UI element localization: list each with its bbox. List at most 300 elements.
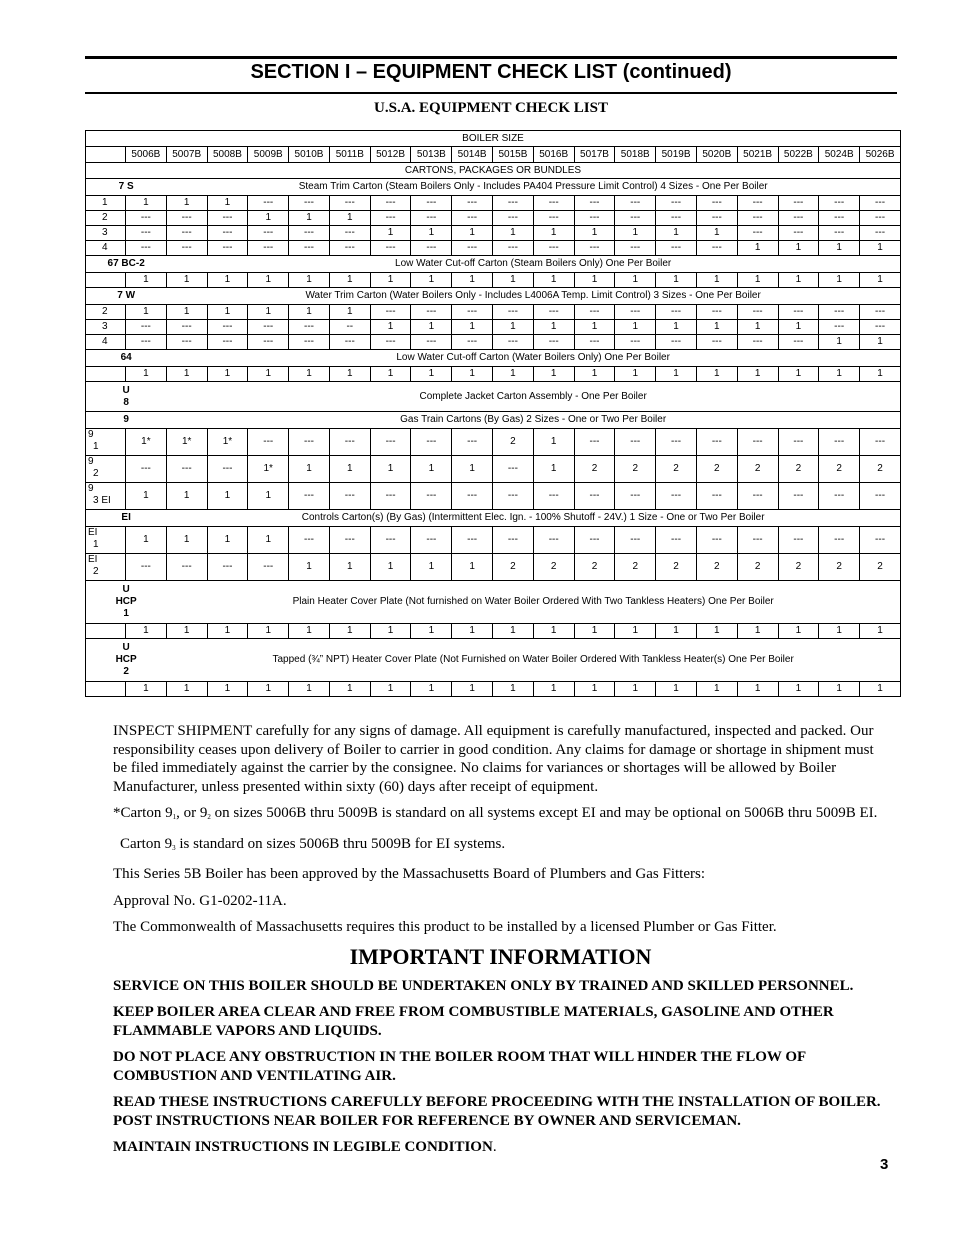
table-cell: 1 <box>696 682 737 697</box>
table-cell: 1* <box>166 429 207 456</box>
table-row <box>86 527 901 554</box>
table-cell: 1 <box>860 624 901 639</box>
table-cell: --- <box>452 527 493 554</box>
table-cell: --- <box>452 483 493 510</box>
table-cell: --- <box>329 429 370 456</box>
table-cell: --- <box>370 527 411 554</box>
carton-section-row <box>86 581 901 624</box>
table-cell: --- <box>452 335 493 350</box>
table-cell: 1 <box>778 682 819 697</box>
table-cell: --- <box>656 305 697 320</box>
table-cell: 1 <box>207 273 248 288</box>
title-underline <box>85 92 897 94</box>
table-cell: 1 <box>126 527 167 554</box>
carton-3-subscript: 3 <box>172 843 176 852</box>
table-cell: --- <box>370 483 411 510</box>
table-cell: --- <box>533 305 574 320</box>
table-cell: 1 <box>248 367 289 382</box>
table-cell: 1 <box>574 226 615 241</box>
table-cell: --- <box>166 211 207 226</box>
table-cell: 1 <box>656 320 697 335</box>
table-cell: --- <box>370 211 411 226</box>
row-label <box>86 273 126 288</box>
table-cell: 1 <box>207 527 248 554</box>
size-header-5008B: 5008B <box>207 147 248 163</box>
table-cell: --- <box>452 305 493 320</box>
table-cell: 2 <box>819 456 860 483</box>
table-row <box>86 367 901 382</box>
table-cell: --- <box>207 320 248 335</box>
table-cell: 1 <box>860 241 901 256</box>
table-cell: --- <box>533 335 574 350</box>
body-text <box>113 722 888 1165</box>
table-cell: 1 <box>737 320 778 335</box>
table-cell: --- <box>656 211 697 226</box>
table-cell: 1 <box>452 273 493 288</box>
table-cell: 2 <box>737 456 778 483</box>
size-header-5024B: 5024B <box>819 147 860 163</box>
table-row <box>86 320 901 335</box>
carton-note-paragraph <box>113 804 888 827</box>
carton-description: Tapped (¾” NPT) Heater Cover Plate (Not Furnished on Water Boiler Ordered With Tankless Heater(s) One Per Boiler <box>166 639 900 682</box>
table-cell: 1 <box>493 226 534 241</box>
carton-code <box>86 288 167 305</box>
table-cell: --- <box>778 196 819 211</box>
row-label-line: 3 EI <box>93 495 111 506</box>
table-cell: --- <box>574 335 615 350</box>
table-cell: 1 <box>370 456 411 483</box>
table-cell: --- <box>411 211 452 226</box>
table-cell: 1 <box>248 305 289 320</box>
table-cell: 2 <box>737 554 778 581</box>
table-cell: 2 <box>656 456 697 483</box>
table-cell: --- <box>452 211 493 226</box>
table-cell: 1 <box>370 320 411 335</box>
carton-section-row <box>86 639 901 682</box>
carton-3-text-b: is standard on sizes 5006B thru 5009B for EI systems. <box>175 835 506 852</box>
table-cell: --- <box>819 305 860 320</box>
table-cell: --- <box>493 211 534 226</box>
row-label-line: 1 <box>102 197 108 208</box>
carton-section-row <box>86 256 901 273</box>
carton-code-line: 67 BC-2 <box>107 258 145 269</box>
table-cell: 1 <box>656 367 697 382</box>
table-cell: 1 <box>126 305 167 320</box>
table-cell: --- <box>289 429 330 456</box>
table-cell: 1 <box>493 367 534 382</box>
table-cell: --- <box>126 226 167 241</box>
table-cell: --- <box>126 320 167 335</box>
table-cell: --- <box>656 196 697 211</box>
size-header-5018B: 5018B <box>615 147 656 163</box>
table-cell: --- <box>615 211 656 226</box>
table-cell: --- <box>207 226 248 241</box>
approval-number: Approval No. G1-0202-11A. <box>113 892 287 909</box>
carton-section-row <box>86 510 901 527</box>
equipment-table <box>85 130 901 697</box>
table-cell: 1 <box>819 273 860 288</box>
size-header-5015B: 5015B <box>493 147 534 163</box>
table-cell: 1* <box>248 456 289 483</box>
table-cell: --- <box>207 456 248 483</box>
table-cell: --- <box>737 196 778 211</box>
table-cell: --- <box>656 483 697 510</box>
table-cell: --- <box>411 305 452 320</box>
table-cell: 1 <box>411 682 452 697</box>
cartons-header-row <box>86 163 901 179</box>
size-header-5013B: 5013B <box>411 147 452 163</box>
table-cell: 1 <box>329 554 370 581</box>
carton-code-line: 9 <box>123 414 129 425</box>
table-cell: --- <box>574 305 615 320</box>
carton-code-line: 8 <box>123 396 129 408</box>
table-cell: 2 <box>860 554 901 581</box>
important-item-maintain-text: MAINTAIN INSTRUCTIONS IN LEGIBLE CONDITION <box>113 1139 493 1155</box>
table-cell: 1 <box>737 624 778 639</box>
boiler-sizes-row <box>86 147 901 163</box>
table-cell: --- <box>166 226 207 241</box>
table-cell: 1 <box>737 241 778 256</box>
table-cell: 1 <box>166 624 207 639</box>
carton-note-text-a: *Carton 9 <box>113 805 173 821</box>
table-cell: 1 <box>207 367 248 382</box>
table-cell: --- <box>819 527 860 554</box>
table-cell: 2 <box>615 456 656 483</box>
size-header-5021B: 5021B <box>737 147 778 163</box>
table-row <box>86 682 901 697</box>
table-cell: 1 <box>574 320 615 335</box>
table-cell: 1 <box>533 226 574 241</box>
row-label-line: 9 <box>88 429 94 440</box>
table-cell: 1 <box>248 211 289 226</box>
table-cell: 1 <box>860 335 901 350</box>
table-cell: 1 <box>329 367 370 382</box>
table-cell: 1 <box>574 367 615 382</box>
table-cell: 1 <box>452 624 493 639</box>
table-row <box>86 429 901 456</box>
carton-section-row <box>86 179 901 196</box>
size-header-5019B: 5019B <box>656 147 697 163</box>
table-cell: --- <box>370 335 411 350</box>
carton-code <box>86 382 167 412</box>
row-label <box>86 305 126 320</box>
table-cell: 1 <box>370 367 411 382</box>
size-header-5011B: 5011B <box>329 147 370 163</box>
table-cell: 1 <box>411 624 452 639</box>
table-cell: 2 <box>696 456 737 483</box>
table-cell: --- <box>411 241 452 256</box>
equipment-check-list-table <box>85 130 900 697</box>
table-cell: 1 <box>411 456 452 483</box>
size-header-5009B: 5009B <box>248 147 289 163</box>
table-cell: 2 <box>819 554 860 581</box>
table-cell: --- <box>166 456 207 483</box>
table-cell: 1 <box>778 273 819 288</box>
table-cell: --- <box>656 527 697 554</box>
important-item-keep-clear: KEEP BOILER AREA CLEAR AND FREE FROM COMBUSTIBLE MATERIALS, GASOLINE AND OTHER FLAMMABLE VAPORS AND LIQUIDS. <box>113 1004 834 1039</box>
important-information-heading: IMPORTANT INFORMATION <box>349 943 652 969</box>
table-cell: --- <box>329 527 370 554</box>
carton-code-line: 7 S <box>118 181 134 192</box>
size-header-5016B: 5016B <box>533 147 574 163</box>
table-cell: 1 <box>289 554 330 581</box>
row-label-line: 2 <box>93 566 99 577</box>
carton-description: Complete Jacket Carton Assembly - One Per Boiler <box>166 382 900 412</box>
table-row <box>86 226 901 241</box>
top-rule <box>85 56 897 59</box>
table-cell: 1 <box>289 624 330 639</box>
row-label-line: 9 <box>88 456 94 467</box>
table-cell: --- <box>207 335 248 350</box>
table-cell: --- <box>696 335 737 350</box>
table-cell: --- <box>289 241 330 256</box>
table-cell: 1 <box>615 682 656 697</box>
row-label <box>86 241 126 256</box>
table-cell: 1 <box>289 273 330 288</box>
row-label <box>86 335 126 350</box>
carton-description: Gas Train Cartons (By Gas) 2 Sizes - One or Two Per Boiler <box>166 412 900 429</box>
carton-description: Controls Carton(s) (By Gas) (Intermittent Elec. Ign. - 100% Shutoff - 24V.) 1 Size - One or Two Per Boiler <box>166 510 900 527</box>
row-label <box>86 624 126 639</box>
inspect-shipment-paragraph: INSPECT SHIPMENT carefully for any signs of damage. All equipment is carefully manufactured, inspected and packed. Our responsibility ceases upon delivery of Boiler to carrier in good condition. Any claims for damage or shortage in shipment must be filed immediately against the carrier by the consignee. No claims for variances or shortages will be allowed by Boiler Manufacturer, unless presented within sixty (60) days after receipt of equipment. <box>113 723 874 795</box>
table-cell: --- <box>248 554 289 581</box>
table-cell: --- <box>737 527 778 554</box>
table-cell: 1 <box>248 624 289 639</box>
carton-code <box>86 412 167 429</box>
table-cell: --- <box>819 226 860 241</box>
row-label-line: 4 <box>102 336 108 347</box>
table-cell: 2 <box>574 456 615 483</box>
carton-code-line: HCP <box>115 654 137 665</box>
table-cell: 1 <box>411 226 452 241</box>
carton-3-paragraph <box>113 835 888 858</box>
row-label-line: EI <box>88 554 98 565</box>
table-cell: --- <box>411 483 452 510</box>
table-cell: --- <box>615 196 656 211</box>
row-label-line: 3 <box>102 227 108 238</box>
table-cell: --- <box>126 456 167 483</box>
table-cell: 1 <box>452 456 493 483</box>
table-row <box>86 554 901 581</box>
table-cell: --- <box>696 211 737 226</box>
table-row <box>86 456 901 483</box>
table-cell: --- <box>574 429 615 456</box>
table-cell: 1 <box>207 624 248 639</box>
table-row <box>86 196 901 211</box>
row-label <box>86 211 126 226</box>
row-label <box>86 367 126 382</box>
table-cell: 1 <box>126 682 167 697</box>
important-item-no-obstruction: DO NOT PLACE ANY OBSTRUCTION IN THE BOILER ROOM THAT WILL HINDER THE FLOW OF COMBUSTION AND VENTILATING AIR. <box>113 1049 806 1084</box>
row-label-line: 9 <box>88 483 94 494</box>
table-cell: --- <box>737 211 778 226</box>
table-cell: 1 <box>615 624 656 639</box>
carton-code-line: U <box>122 584 130 595</box>
table-cell: --- <box>289 527 330 554</box>
table-cell: 1 <box>533 682 574 697</box>
table-cell: --- <box>778 226 819 241</box>
table-cell: 1 <box>696 226 737 241</box>
table-cell: 1 <box>126 196 167 211</box>
table-cell: --- <box>860 226 901 241</box>
table-cell: 1 <box>411 320 452 335</box>
table-cell: --- <box>533 527 574 554</box>
table-cell: --- <box>819 320 860 335</box>
table-cell: 1 <box>248 682 289 697</box>
table-cell: --- <box>370 305 411 320</box>
carton-description: Low Water Cut-off Carton (Steam Boilers Only) One Per Boiler <box>166 256 900 273</box>
table-cell: 1 <box>166 367 207 382</box>
table-cell: --- <box>860 527 901 554</box>
carton-section-row <box>86 412 901 429</box>
table-cell: 1 <box>493 624 534 639</box>
table-cell: 1 <box>452 554 493 581</box>
table-cell: --- <box>615 483 656 510</box>
table-cell: --- <box>329 196 370 211</box>
table-cell: --- <box>696 241 737 256</box>
table-cell: 1 <box>411 554 452 581</box>
size-header-5017B: 5017B <box>574 147 615 163</box>
table-cell: 1 <box>207 483 248 510</box>
table-cell: 1 <box>289 456 330 483</box>
row-label <box>86 320 126 335</box>
table-row <box>86 483 901 510</box>
carton-section-row <box>86 382 901 412</box>
table-cell: 1 <box>126 273 167 288</box>
table-cell: 1 <box>248 483 289 510</box>
carton-code <box>86 581 167 624</box>
table-cell: --- <box>778 211 819 226</box>
row-label-line: EI <box>88 527 98 538</box>
row-label-line: 2 <box>102 212 108 223</box>
carton-section-row <box>86 288 901 305</box>
carton-section-row <box>86 350 901 367</box>
table-cell: 1 <box>289 211 330 226</box>
size-header-5022B: 5022B <box>778 147 819 163</box>
table-cell: --- <box>615 527 656 554</box>
table-cell: 1 <box>615 273 656 288</box>
table-cell: 1 <box>452 367 493 382</box>
table-cell: --- <box>860 305 901 320</box>
table-cell: --- <box>289 335 330 350</box>
table-cell: --- <box>248 226 289 241</box>
table-cell: 1 <box>533 429 574 456</box>
carton-3-text-a: Carton 9 <box>120 835 173 852</box>
table-cell: 1 <box>289 682 330 697</box>
carton-note-text-b: , or 9 <box>176 805 208 821</box>
table-cell: --- <box>126 211 167 226</box>
table-cell: --- <box>493 527 534 554</box>
table-cell: --- <box>493 196 534 211</box>
table-cell: --- <box>778 429 819 456</box>
table-cell: 1 <box>533 367 574 382</box>
table-row <box>86 335 901 350</box>
table-cell: 1 <box>329 273 370 288</box>
important-item-maintain <box>113 1138 888 1157</box>
table-cell: 1 <box>819 624 860 639</box>
carton-code <box>86 256 167 273</box>
table-cell: 1 <box>166 483 207 510</box>
table-cell: --- <box>289 320 330 335</box>
table-cell: -- <box>329 320 370 335</box>
table-cell: --- <box>533 196 574 211</box>
table-cell: --- <box>696 483 737 510</box>
table-cell: 1 <box>860 682 901 697</box>
boiler-size-label: BOILER SIZE <box>86 131 901 147</box>
cartons-label: CARTONS, PACKAGES OR BUNDLES <box>86 163 901 179</box>
table-cell: --- <box>860 429 901 456</box>
table-cell: --- <box>737 429 778 456</box>
table-cell: 1 <box>452 682 493 697</box>
table-cell: --- <box>329 335 370 350</box>
row-label <box>86 456 126 483</box>
row-label-line: 1 <box>93 539 99 550</box>
table-cell: 1 <box>819 682 860 697</box>
table-cell: 1* <box>126 429 167 456</box>
table-cell: 1 <box>819 335 860 350</box>
table-cell: --- <box>737 483 778 510</box>
carton-description: Steam Trim Carton (Steam Boilers Only - Includes PA404 Pressure Limit Control) 4 Sizes - One Per Boiler <box>166 179 900 196</box>
carton-description: Low Water Cut-off Carton (Water Boilers Only) One Per Boiler <box>166 350 900 367</box>
row-label <box>86 483 126 510</box>
table-row <box>86 624 901 639</box>
table-cell: 1 <box>207 682 248 697</box>
table-cell: --- <box>289 483 330 510</box>
size-header-5006B: 5006B <box>126 147 167 163</box>
table-cell: 2 <box>860 456 901 483</box>
row-label <box>86 527 126 554</box>
table-cell: 1 <box>656 624 697 639</box>
table-cell: --- <box>329 241 370 256</box>
carton-code <box>86 179 167 196</box>
table-cell: 1 <box>452 226 493 241</box>
table-cell: 1 <box>696 320 737 335</box>
table-cell: --- <box>737 305 778 320</box>
carton-note-text-c: on sizes 5006B thru 5009B is standard on all systems except EI and may be optional on 5006B thru 5009B EI. <box>210 805 878 821</box>
table-cell: --- <box>248 196 289 211</box>
table-cell: --- <box>166 554 207 581</box>
table-cell: 1 <box>370 682 411 697</box>
table-cell: 1 <box>819 241 860 256</box>
size-header-5020B: 5020B <box>696 147 737 163</box>
page-number: 3 <box>880 1156 889 1173</box>
table-cell: --- <box>248 320 289 335</box>
table-cell: --- <box>207 554 248 581</box>
table-cell: 1 <box>778 367 819 382</box>
table-cell: 1 <box>615 226 656 241</box>
table-cell: 1 <box>656 682 697 697</box>
table-cell: --- <box>778 527 819 554</box>
table-cell: 1 <box>819 367 860 382</box>
table-cell: 1 <box>493 320 534 335</box>
table-cell: 2 <box>778 456 819 483</box>
table-cell: 1 <box>126 624 167 639</box>
carton-code-line: 7 W <box>117 290 136 301</box>
row-label-line: 2 <box>93 468 99 479</box>
table-cell: --- <box>615 241 656 256</box>
table-cell: --- <box>370 241 411 256</box>
table-cell: 1 <box>329 624 370 639</box>
row-label <box>86 682 126 697</box>
table-cell: --- <box>696 196 737 211</box>
table-cell: --- <box>248 429 289 456</box>
table-cell: 1 <box>289 367 330 382</box>
size-header-5007B: 5007B <box>166 147 207 163</box>
table-cell: --- <box>860 211 901 226</box>
table-cell: --- <box>126 241 167 256</box>
size-header-5012B: 5012B <box>370 147 411 163</box>
table-cell: 1 <box>370 273 411 288</box>
